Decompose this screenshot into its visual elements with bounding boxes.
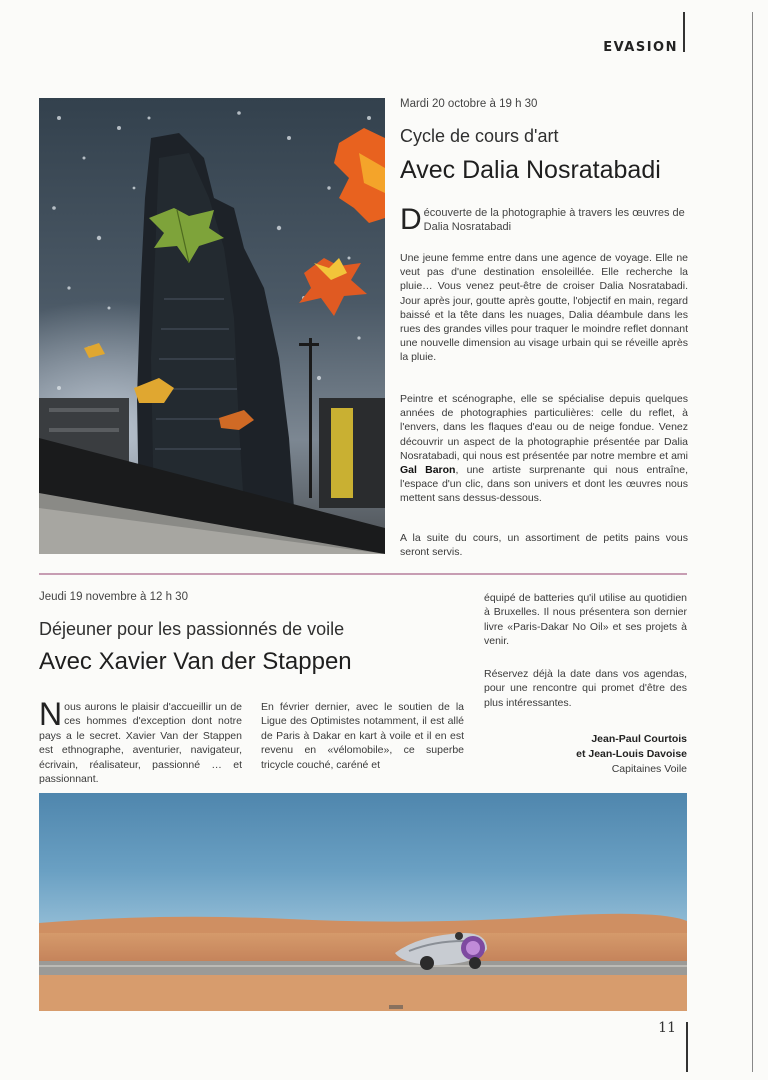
article1-paragraph-2: [400, 392, 688, 506]
section-divider: [39, 573, 687, 575]
article2-column-1: [39, 696, 242, 786]
article2-subtitle: Déjeuner pour les passionnés de voile: [39, 619, 345, 639]
header-rule: [683, 12, 685, 52]
signature-name-2: et Jean-Louis Davoise: [576, 748, 687, 760]
section-label: EVASION: [603, 40, 678, 55]
signature-name-1: Jean-Paul Courtois: [591, 733, 687, 745]
article1-lead-text: écouverte de la photographie à travers les œuvres de Dalia Nosratabadi: [423, 207, 685, 233]
article1-lead: [400, 203, 688, 236]
article2-column-3-paragraph-2: Réservez déjà la date dans vos agendas, pour une rencontre qui promet d'être des plus intéressantes.: [484, 668, 687, 709]
city-reflection-puddle-photo: [39, 98, 385, 554]
article2-column-2: En février dernier, avec le soutien de la Ligue des Optimistes notamment, il est allé de Paris à Dakar en kart à voile et il en est revenu en «vélomobile», ce superbe tricycle couché, caréné et: [261, 701, 464, 771]
page-number: 11: [658, 1020, 676, 1036]
article1-paragraph-2-end: , une artiste surprenante qui nous entraîne, l'espace d'un clic, dans son univers et dont les œuvres nous mettent sans dessus-dessous.: [400, 464, 688, 505]
article2-dropcap: N: [39, 696, 63, 732]
article1-paragraph-2-start: Peintre et scénographe, elle se spécialise depuis quelques années de photographies particulières: celle du reflet, à l'envers, dans les flaques d'eau ou de neige fondue. Venez découvrir un aspect de la photographie présentée par Dalia Nosratabadi, qui nous est présentée par notre membre et ami: [400, 393, 688, 462]
signature-role: Capitaines Voile: [611, 763, 687, 775]
article2-column-1-text: ous aurons le plaisir d'accueillir un de ces hommes d'exception dont notre pays a le secret. Xavier Van der Stappen est ethnographe, aventurier, navigateur, écrivain, réalisateur, passionné … et passionnant.: [39, 701, 242, 786]
page-number-rule: [686, 1022, 688, 1072]
article1-paragraph-3: A la suite du cours, un assortiment de petits pains vous seront servis.: [400, 532, 688, 559]
desert-velomobile-photo: [39, 793, 687, 1011]
article1-dropcap: D: [400, 203, 422, 236]
article2-title: Avec Xavier Van der Stappen: [39, 648, 352, 675]
article1-paragraph-1: Une jeune femme entre dans une agence de voyage. Elle ne veut pas d'une destination ensoleillée. Elle recherche la pluie… Vous venez peut-être de croiser Dalia Nosratabadi. Jour après jour, goutte après goutte, l'objectif en main, regard baissé et la tête dans les nuages, Dalia déambule dans les rues des grandes villes pour traquer le moindre reflet donnant une nouvelle dimension au visage urbain qui se réveille après la pluie.: [400, 252, 688, 364]
article1-date: Mardi 20 octobre à 19 h 30: [400, 98, 538, 110]
article2-date: Jeudi 19 novembre à 12 h 30: [39, 591, 188, 603]
article1-title: Avec Dalia Nosratabadi: [400, 156, 661, 184]
article1-highlight-name: Gal Baron: [400, 464, 456, 477]
page-edge-rule: [752, 12, 753, 1072]
article2-column-3-paragraph-1: équipé de batteries qu'il utilise au quotidien à Bruxelles. Il nous présentera son dernier livre «Paris-Dakar No Oil» et ses projets à venir.: [484, 592, 687, 648]
article1-subtitle: Cycle de cours d'art: [400, 126, 559, 146]
